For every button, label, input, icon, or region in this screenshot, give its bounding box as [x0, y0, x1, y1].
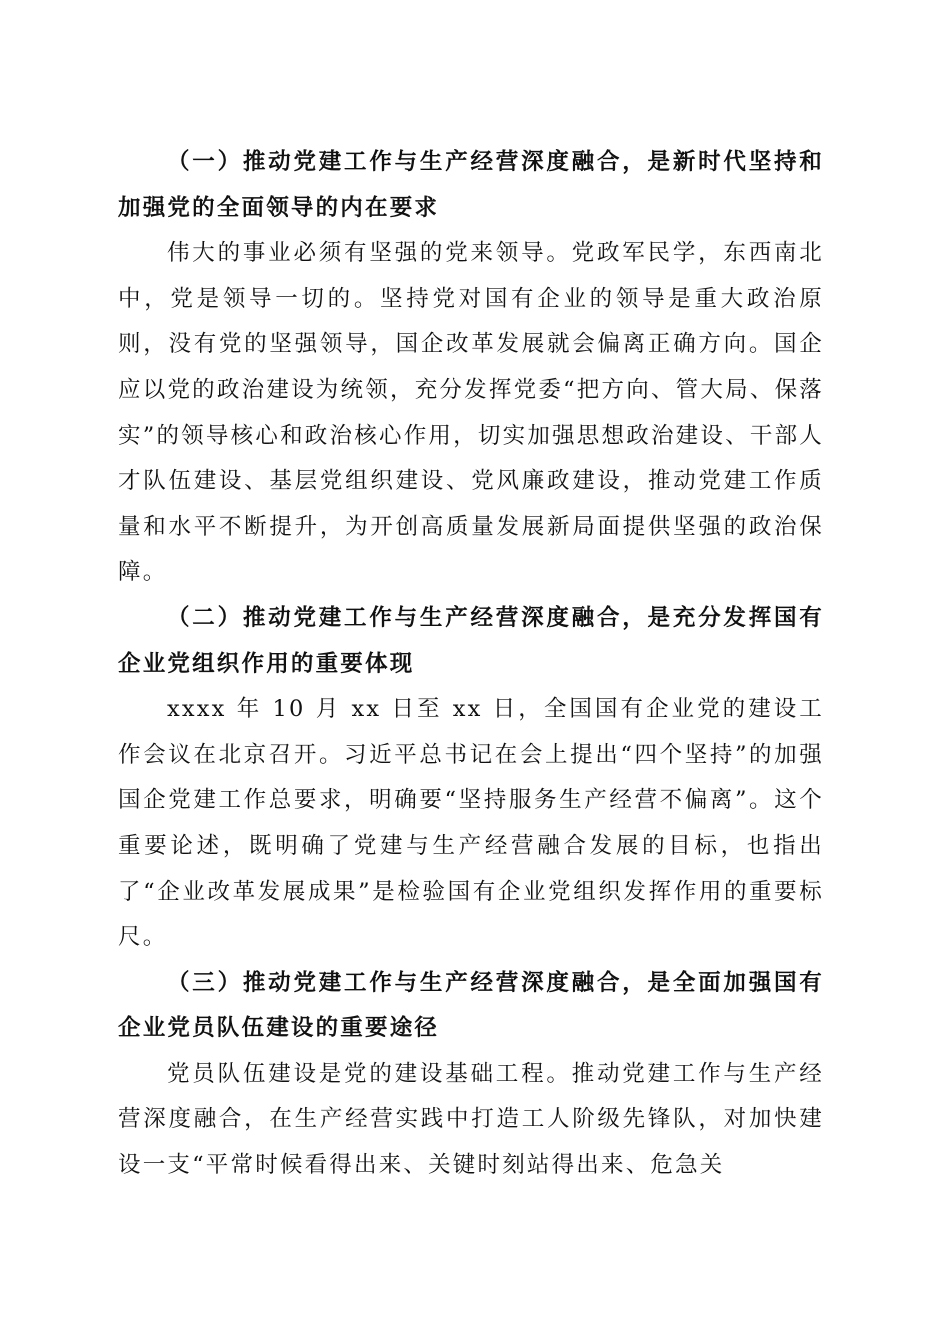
section-1-heading: （一）推动党建工作与生产经营深度融合，是新时代坚持和加强党的全面领导的内在要求	[118, 149, 824, 221]
section-1-paragraph: 伟大的事业必须有坚强的党来领导。党政军民学，东西南北中，党是领导一切的。坚持党对国有企业的领导是重大政治原则，没有党的坚强领导，国企改革发展就会偏离正确方向。国企应以党的政治建设为统领，充分发挥党委“把方向、管大局、保落实”的领导核心和政治核心作用，切实加强思想政治建设、干部人才队伍建设、基层党组织建设、党风廉政建设，推动党建工作质量和水平不断提升，为开创高质量发展新局面提供坚强的政治保障。	[118, 240, 824, 586]
section-2-paragraph: xxxx 年 10 月 xx 日至 xx 日，全国国有企业党的建设工作会议在北京召开。习近平总书记在会上提出“四个坚持”的加强国企党建工作总要求，明确要“坚持服务生产经营不偏离”。这个重要论述，既明确了党建与生产经营融合发展的目标，也指出了“企业改革发展成果”是检验国有企业党组织发挥作用的重要标尺。	[118, 696, 824, 951]
section-3-heading: （三）推动党建工作与生产经营深度融合，是全面加强国有企业党员队伍建设的重要途径	[118, 969, 824, 1042]
section-2-heading: （二）推动党建工作与生产经营深度融合，是充分发挥国有企业党组织作用的重要体现	[118, 604, 824, 677]
section-3-paragraph: 党员队伍建设是党的建设基础工程。推动党建工作与生产经营深度融合，在生产经营实践中打造工人阶级先锋队，对加快建设一支“平常时候看得出来、关键时刻站得出来、危急关	[118, 1060, 824, 1179]
document-page	[118, 140, 824, 1189]
